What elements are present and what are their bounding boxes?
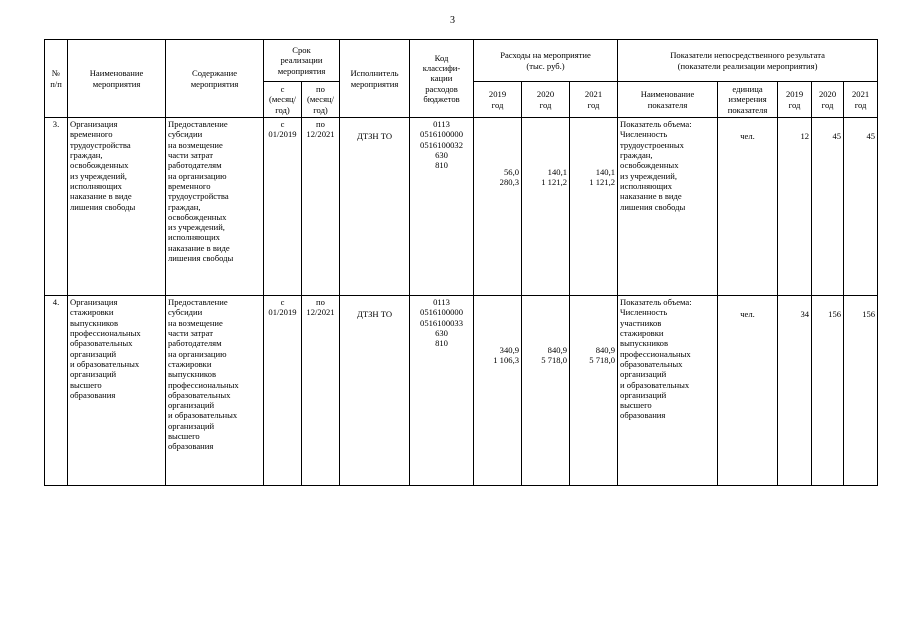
expense-2021: 840,9 5 718,0 [570, 296, 618, 486]
header-content: Содержание мероприятия [166, 40, 264, 118]
header-exp-2019: 2019 год [474, 82, 522, 118]
budget-code: 0516100000 [420, 307, 463, 318]
expense-2019: 340,9 1 106,3 [474, 296, 522, 486]
header-name: Наименование мероприятия [68, 40, 166, 118]
header-code: Код классифи- кации расходов бюджетов [410, 40, 474, 118]
measures-table [44, 39, 878, 486]
indicator-2019: 12 [778, 118, 812, 296]
indicator-2020: 156 [812, 296, 844, 486]
header-term: Срок реализации мероприятия [264, 40, 340, 82]
header-indicator-name: Наименование показателя [618, 82, 718, 118]
header-expenses: Расходы на мероприятие (тыс. руб.) [474, 40, 618, 82]
budget-code: 0516100033 [420, 317, 463, 328]
term-to: по 12/2021 [302, 296, 340, 486]
header-term-to: по (месяц/ год) [302, 82, 340, 118]
indicator-2021: 45 [844, 118, 878, 296]
indicator-name: Показатель объема: Численность трудоустроенных граждан, освобожденных из учреждений, исполняющих наказание в виде лишения свободы [618, 118, 718, 296]
header-row-1 [45, 40, 878, 82]
budget-code: 630 [435, 327, 448, 338]
header-ind-2020: 2020 год [812, 82, 844, 118]
budget-code: 810 [435, 160, 448, 171]
header-exp-2021: 2021 год [570, 82, 618, 118]
indicator-2020: 45 [812, 118, 844, 296]
indicator-name: Показатель объема: Численность участников стажировки выпускников профессиональных образовательных организаций и образовательных организаций высшего образования [618, 296, 718, 486]
expense-2020: 840,9 5 718,0 [522, 296, 570, 486]
term-from: с 01/2019 [264, 296, 302, 486]
header-indicators: Показатели непосредственного результата (показатели реализации мероприятия) [618, 40, 878, 82]
indicator-2021: 156 [844, 296, 878, 486]
budget-code: 0113 [433, 297, 450, 307]
row-num: 4. [45, 296, 68, 486]
row-num: 3. [45, 118, 68, 296]
header-num: № п/п [45, 40, 68, 118]
header-exp-2020: 2020 год [522, 82, 570, 118]
executor: ДТЗН ТО [340, 296, 410, 486]
header-term-from: с (месяц/ год) [264, 82, 302, 118]
budget-codes [410, 296, 474, 486]
measure-content: Предоставление субсидии на возмещение части затрат работодателям на организацию стажировки выпускников профессиональных образовательных организаций и образовательных организаций высшего образования [166, 296, 264, 486]
page-number: 3 [450, 15, 455, 26]
budget-code: 0516100032 [420, 139, 463, 150]
term-to: по 12/2021 [302, 118, 340, 296]
indicator-unit: чел. [718, 296, 778, 486]
expense-2021: 140,1 1 121,2 [570, 118, 618, 296]
expense-2020: 140,1 1 121,2 [522, 118, 570, 296]
budget-code: 0113 [433, 119, 450, 129]
table-row [45, 118, 878, 296]
header-ind-2021: 2021 год [844, 82, 878, 118]
budget-code: 0516100000 [420, 129, 463, 140]
header-ind-2019: 2019 год [778, 82, 812, 118]
indicator-2019: 34 [778, 296, 812, 486]
executor: ДТЗН ТО [340, 118, 410, 296]
budget-code: 630 [435, 149, 448, 160]
budget-codes [410, 118, 474, 296]
budget-code: 810 [435, 338, 448, 349]
measure-name: Организация временного трудоустройства граждан, освобожденных из учреждений, исполняющих наказание в виде лишения свободы [68, 118, 166, 296]
indicator-unit: чел. [718, 118, 778, 296]
header-executor: Исполнитель мероприятия [340, 40, 410, 118]
header-indicator-unit: единица измерения показателя [718, 82, 778, 118]
measure-content: Предоставление субсидии на возмещение части затрат работодателям на организацию временного трудоустройства граждан, освобожденных из учреждений, исполняющих наказание в виде лишения свободы [166, 118, 264, 296]
term-from: с 01/2019 [264, 118, 302, 296]
measure-name: Организация стажировки выпускников профессиональных образовательных организаций и образовательных организаций высшего образования [68, 296, 166, 486]
table-row [45, 296, 878, 486]
expense-2019: 56,0 280,3 [474, 118, 522, 296]
